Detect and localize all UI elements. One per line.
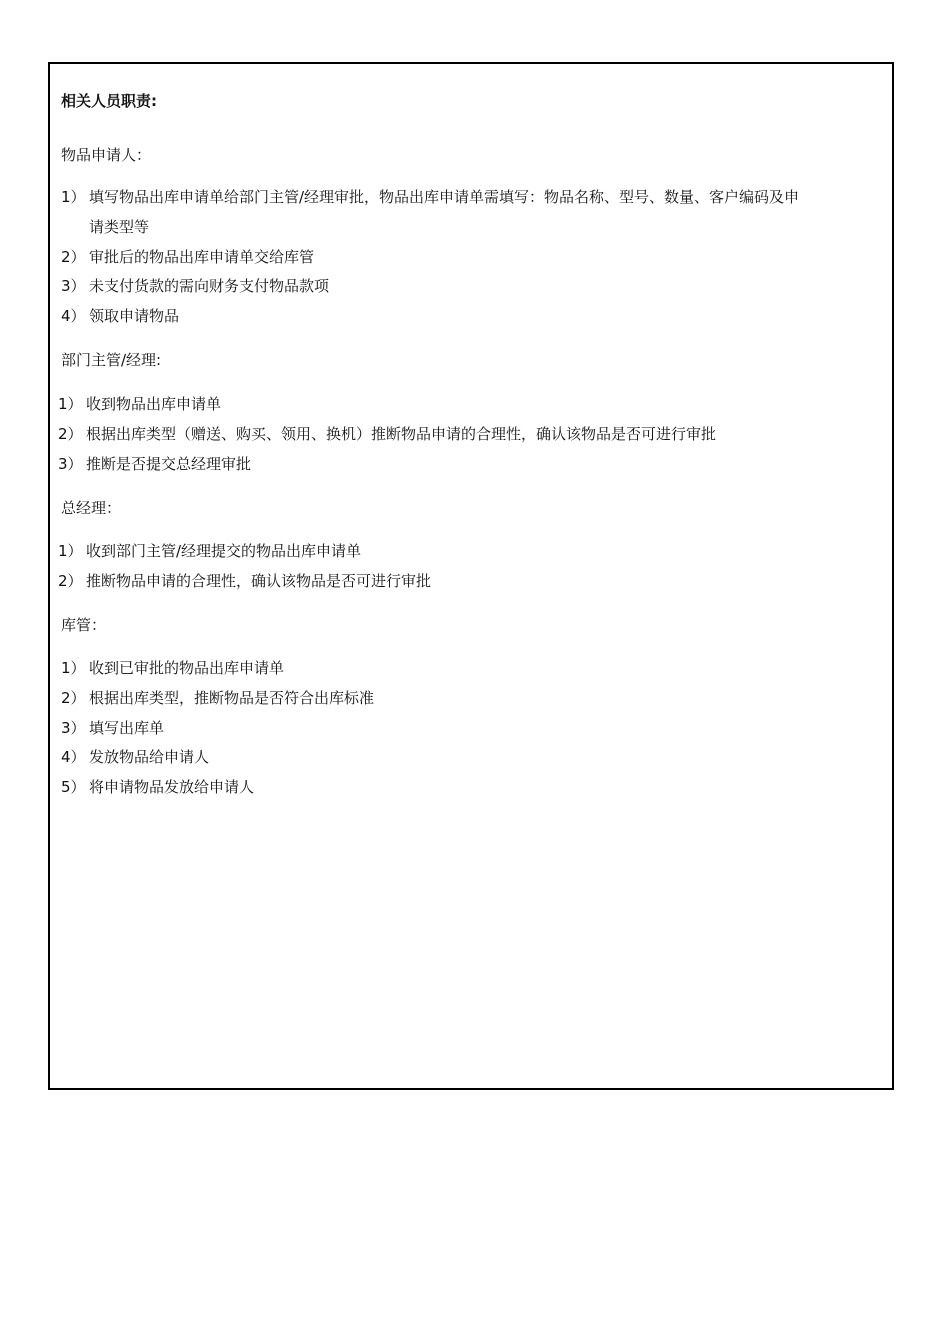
item-number: 1）: [61, 659, 86, 677]
item-text: 收到部门主管/经理提交的物品出库申请单: [86, 542, 362, 560]
role-title-dept-manager: 部门主管/经理:: [61, 351, 162, 369]
item-text: 将申请物品发放给申请人: [89, 778, 255, 796]
list-item: [61, 271, 329, 301]
item-text: 审批后的物品出库申请单交给库管: [89, 248, 315, 266]
item-number: 3）: [61, 719, 86, 737]
item-number: 4）: [61, 307, 86, 325]
item-text: 收到已审批的物品出库申请单: [89, 659, 285, 677]
item-text: 根据出库类型，推断物品是否符合出库标准: [89, 689, 375, 707]
item-number: 2）: [58, 572, 83, 590]
list-item: [61, 242, 314, 272]
list-item: [61, 713, 164, 743]
item-number: 2）: [61, 248, 86, 266]
item-text: 未支付货款的需向财务支付物品款项: [89, 277, 330, 295]
role-title-warehouse-keeper: 库管：: [61, 616, 107, 634]
item-text: 发放物品给申请人: [89, 748, 210, 766]
item-text: 填写出库单: [89, 719, 165, 737]
list-item: [58, 536, 361, 566]
list-item: [61, 653, 284, 683]
list-item: [61, 772, 254, 802]
list-item: [58, 419, 716, 449]
item-text: 根据出库类型（赠送、购买、领用、换机）推断物品申请的合理性，确认该物品是否可进行审批: [86, 425, 717, 443]
list-item: [58, 389, 221, 419]
list-item: [58, 449, 251, 479]
item-number: 2）: [61, 689, 86, 707]
item-number: 1）: [58, 395, 83, 413]
item-number: 3）: [58, 455, 83, 473]
item-text-continued: 请类型等: [89, 218, 150, 236]
item-number: 4）: [61, 748, 86, 766]
item-text: 领取申请物品: [89, 307, 180, 325]
list-item: [61, 301, 179, 331]
list-item: [61, 683, 374, 713]
item-text: 推断是否提交总经理审批: [86, 455, 252, 473]
list-item: [61, 742, 209, 772]
list-item: [61, 182, 883, 242]
section-heading: 相关人员职责:: [61, 92, 157, 110]
list-item: [58, 566, 431, 596]
role-title-general-manager: 总经理：: [61, 499, 122, 517]
item-text: 推断物品申请的合理性，确认该物品是否可进行审批: [86, 572, 432, 590]
item-text: 收到物品出库申请单: [86, 395, 222, 413]
item-number: 2）: [58, 425, 83, 443]
item-number: 5）: [61, 778, 86, 796]
role-title-applicant: 物品申请人：: [61, 146, 152, 164]
item-number: 1）: [58, 542, 83, 560]
item-text: 填写物品出库申请单给部门主管/经理审批，物品出库申请单需填写：物品名称、型号、数量、客户编码及申: [89, 188, 800, 206]
item-number: 3）: [61, 277, 86, 295]
item-number: 1）: [61, 188, 86, 206]
